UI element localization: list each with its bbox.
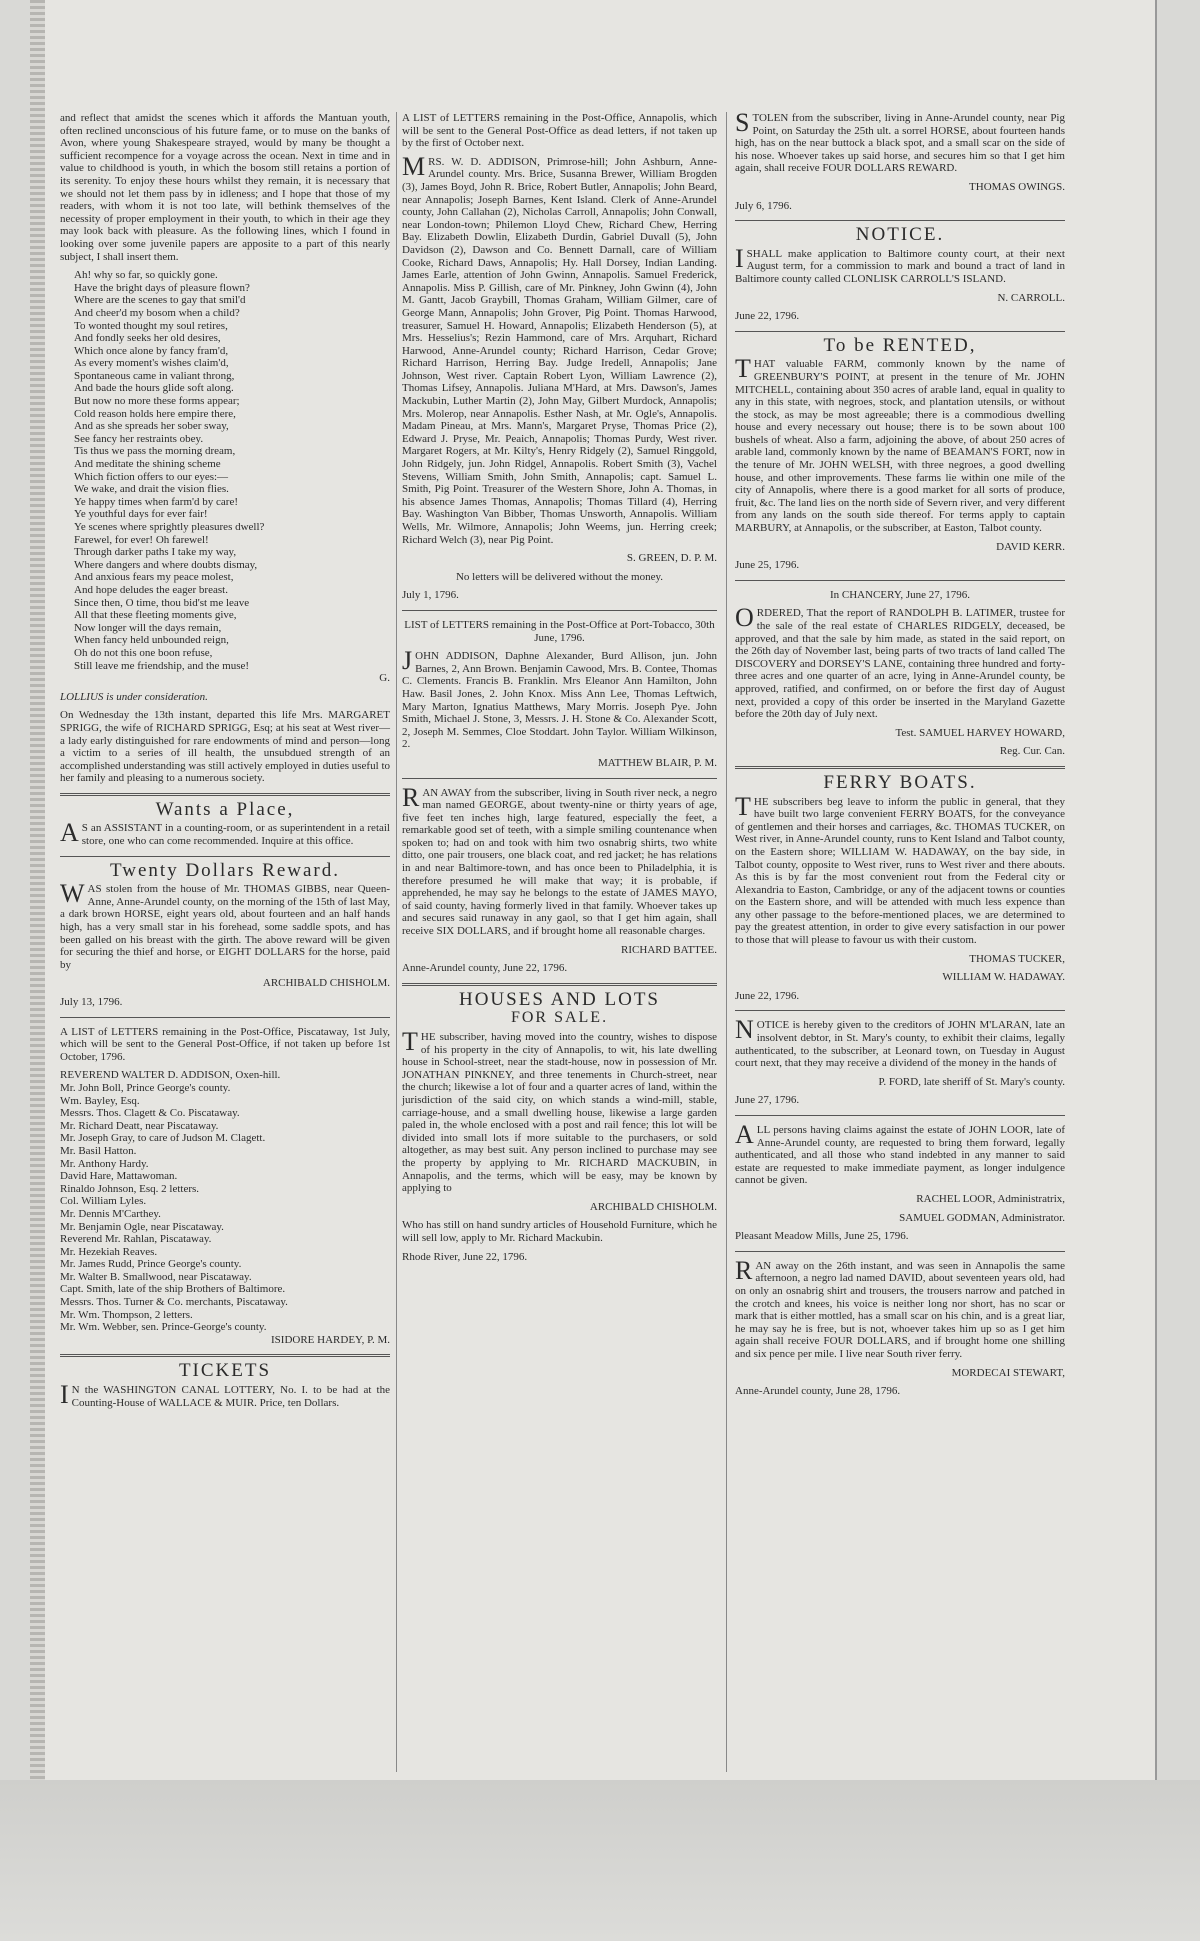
poem-line: We wake, and drait the vision flies. <box>74 483 229 496</box>
list-item: Mr. John Boll, Prince George's county. <box>60 1081 231 1094</box>
runaway2-signature: MORDECAI STEWART, <box>951 1366 1065 1379</box>
poem-line: Which once alone by fancy fram'd, <box>74 344 229 357</box>
reward-signature: ARCHIBALD CHISHOLM. <box>262 977 390 990</box>
list-item: Mr. Walter B. Smallwood, near Piscataway. <box>60 1270 252 1283</box>
wants-body: AS an ASSISTANT in a counting-room, or as superintendent in a retail store, one who can come recommended. Inquire at this office. <box>60 818 390 848</box>
list-item: Reverend Mr. Rahlan, Piscataway. <box>60 1233 212 1246</box>
annapolis-list-signature: S. GREEN, D. P. M. <box>626 552 717 565</box>
poem-line: Where dangers and where doubts dismay, <box>74 558 258 571</box>
annapolis-list-heading: A LIST of LETTERS remaining in the Post-Office, Annapolis, which will be sent to the General Post-Office as dead letters, if not taken up by the first of October next. <box>402 112 717 150</box>
chancery-test: Test. <box>895 726 917 739</box>
houses-signature: ARCHIBALD CHISHOLM. <box>589 1200 717 1213</box>
poem-line: To wonted thought my soul retires, <box>74 319 228 332</box>
notice-heading: NOTICE. <box>855 224 945 246</box>
poem <box>60 269 390 672</box>
reward-body: WAS stolen from the house of Mr. THOMAS GIBBS, near Queen-Anne, Anne-Arundel county, on the morning of the 15th of last May, a dark brown HORSE, eight years old, about fourteen and an half hands high, has a very small star in his forehead, some saddle spots, and has been galled on his breast with the girth. The above reward will be given for securing the thief and horse, or EIGHT DOLLARS for the horse, paid by <box>60 879 390 971</box>
runaway-ad-body: RAN AWAY from the subscriber, living in South river neck, a negro man named GEORGE, about twenty-nine or thirty years of age, five feet ten inches high, large featured, especially the feet, a remarkable good set of teeth, with a simple smiling countenance when spoken to; had on and took with him two osnabrig shirts, two white ditto, one pair trousers, one black coat, and red jacket; he has relations in and near Baltimore-town, and has once been to Philadelphia, it is therefore presumed he will make that way; it is probable, if apprehended, he may say he belongs to the estate of JAMES MAYO, of said county, having formerly lived in that family. Whoever takes up and secures said runaway in any gaol, so that I get him again, shall receive SIX DOLLARS, and if brought home all reasonable charges. <box>402 782 717 938</box>
obituary: On Wednesday the 13th instant, departed this life Mrs. MARGARET SPRIGG, the wife of RICHARD SPRIGG, Esq; at his seat at West river—a lady early distinguished for rare endowments of mind and person—long a victim to a series of ill health, the unsubdued strength of an accomplished understanding was still actively employed in duties useful to her family and pleasing to a numerous society. <box>60 709 390 785</box>
port-tobacco-heading: LIST of LETTERS remaining in the Post-Office at Port-Tobacco, 30th June, 1796. <box>404 618 715 644</box>
poem-line: Now longer will the days remain, <box>74 621 222 634</box>
loor-notice-body: ALL persons having claims against the estate of JOHN LOOR, late of Anne-Arundel county, are requested to bring them forward, legally authenticated, and all those who stand indebted in any manner to said estate are requested to make immediate payment, as longer indulgence cannot be given. <box>735 1120 1065 1187</box>
poem-line: Still leave me friendship, and the muse! <box>74 659 250 672</box>
ferry-body: THE subscribers beg leave to inform the public in general, that they have built two large convenient FERRY BOATS, for the conveyance of gentlemen and their horses and carriages, &c. THOMAS TUCKER, on West river, in Anne-Arundel county, runs to Kent Island and Talbot county, on the Eastern shore; WILLIAM W. HADAWAY, on the bay side, in Talbot county, opposite to West river, runs to West river and there abouts. As this is by far the most convenient rout from the Federal city or Alexandria to Easton, Cambridge, or any of the adjacent towns or counties on the Eastern shore, and will be attended with much less expence than any other passage to the before-mentioned places, we are determined to pay the greatest attention, in order to give every satisfaction in our power to those that will please to favour us with their custom. <box>735 791 1065 947</box>
chancery-signature-title: Reg. Cur. Can. <box>999 745 1065 758</box>
chancery-heading: In CHANCERY, June 27, 1796. <box>829 588 971 601</box>
column-rule <box>726 112 727 1772</box>
column-rule <box>396 112 397 1772</box>
list-item: David Hare, Mattawoman. <box>60 1170 178 1183</box>
ferry-signature: THOMAS TUCKER, <box>969 952 1065 965</box>
mlaran-notice-body: NOTICE is hereby given to the creditors of JOHN M'LARAN, late an insolvent debtor, in St. Mary's county, to exhibit their claims, legally authenticated, to the subscriber, at Leonard town, on Tuesday in August court next, that they may receive a dividend of the money in the hands of <box>735 1015 1065 1070</box>
rent-date: June 25, 1796. <box>735 559 800 572</box>
divider <box>735 1115 1065 1116</box>
mlaran-signature: P. FORD, late sheriff of St. Mary's county. <box>878 1075 1065 1088</box>
divider <box>60 793 390 796</box>
piscataway-list-heading: A LIST of LETTERS remaining in the Post-Office, Piscataway, 1st July, which will be sent to the General Post-Office, if not taken up before 1st October, 1796. <box>60 1025 390 1063</box>
poem-line: All that these fleeting moments give, <box>74 609 237 622</box>
stolen-horse-body: STOLEN from the subscriber, living in Anne-Arundel county, near Pig Point, on Saturday the 25th ult. a sorrel HORSE, about fourteen hands high, has on the near buttock a black spot, and a small scar on the side of his nose. Whoever takes up said horse, and secures him so that I get him again, shall receive FOUR DOLLARS REWARD. <box>735 108 1065 175</box>
column-1 <box>60 112 390 1415</box>
port-tobacco-signature: MATTHEW BLAIR, P. M. <box>598 756 717 769</box>
column-3 <box>735 108 1065 1404</box>
divider <box>735 580 1065 581</box>
loor-signature: RACHEL LOOR, Administratrix, <box>916 1192 1065 1205</box>
list-item: Messrs. Thos. Turner & Co. merchants, Piscataway. <box>60 1296 288 1309</box>
poem-line: Ye youthful days for ever fair! <box>74 508 208 521</box>
divider <box>60 1017 390 1018</box>
loor-signature-2: SAMUEL GODMAN, Administrator. <box>899 1211 1065 1224</box>
houses-body: THE subscriber, having moved into the country, wishes to dispose of his property in the city of Annapolis, to wit, his late dwelling house in School-street, near the stadt-house, now in possession of Mr. JONATHAN PINKNEY, and three tenements in Church-street, near the church; likewise a lot of four and a quarter acres of land, within the jurisdiction of the said city, on which stands a wind-mill, stable, carriage-house, and a small dwelling house, likewise a large garden paled in, the whole enclosed with a post and rail fence; this lot will be divided into small lots if more suitable to the purchasers, or sold altogether, as may best suit. Any person inclined to purchase may see the property by applying to Mr. RICHARD MACKUBIN, in Annapolis, and the terms, which will be easy, may be known by applying to <box>402 1027 717 1195</box>
divider <box>735 1251 1065 1252</box>
piscataway-signature: ISIDORE HARDEY, P. M. <box>271 1333 390 1346</box>
poem-line: Ah! why so far, so quickly gone. <box>74 269 218 282</box>
reward-heading: Twenty Dollars Reward. <box>110 859 340 881</box>
houses-heading: HOUSES AND LOTS <box>458 988 661 1010</box>
reward-date: July 13, 1796. <box>60 996 123 1008</box>
stolen-horse-date: July 6, 1796. <box>735 199 792 212</box>
list-item: Mr. Anthony Hardy. <box>60 1157 149 1170</box>
stolen-horse-signature: THOMAS OWINGS. <box>969 180 1065 193</box>
poem-line: Ye happy times when farm'd by care! <box>74 495 238 508</box>
wants-heading: Wants a Place, <box>155 798 295 820</box>
runaway-ad-signature: RICHARD BATTEE. <box>621 943 717 956</box>
poem-line: As every moment's wishes claim'd, <box>74 357 229 370</box>
list-item: Rinaldo Johnson, Esq. 2 letters. <box>60 1182 200 1195</box>
poem-line: Ye scenes where sprightly pleasures dwell? <box>74 521 265 533</box>
poem-line: Which fiction offers to our eyes:— <box>74 470 229 483</box>
poem-signature: G. <box>379 672 390 685</box>
tickets-body: IN the WASHINGTON CANAL LOTTERY, No. I. to be had at the Counting-House of WALLACE & MUIR. Price, ten Dollars. <box>60 1380 390 1410</box>
chancery-signer: SAMUEL HARVEY HOWARD, <box>919 726 1065 739</box>
list-item: Mr. James Rudd, Prince George's county. <box>60 1258 242 1271</box>
scan-margin <box>0 1780 1200 1941</box>
list-item: Mr. Richard Deatt, near Piscataway. <box>60 1119 219 1132</box>
chancery-signature <box>735 727 1065 740</box>
rent-signature: DAVID KERR. <box>996 540 1065 553</box>
list-item: Mr. Joseph Gray, to care of Judson M. Clagett. <box>60 1132 266 1145</box>
divider <box>402 778 717 779</box>
notice-date: June 22, 1796. <box>735 310 800 323</box>
list-item: Messrs. Thos. Clagett & Co. Piscataway. <box>60 1107 240 1120</box>
page-gutter <box>30 0 45 1780</box>
divider <box>735 220 1065 221</box>
poem-line: And meditate the shining scheme <box>74 458 221 471</box>
poem-line: Oh do not this one boon refuse, <box>74 646 213 659</box>
poem-line: Cold reason holds here empire there, <box>74 407 236 420</box>
list-item: Mr. Wm. Thompson, 2 letters. <box>60 1308 193 1321</box>
list-item: Mr. Benjamin Ogle, near Piscataway. <box>60 1220 224 1233</box>
ferry-signature-2: WILLIAM W. HADAWAY. <box>942 971 1065 984</box>
rent-heading: To be RENTED, <box>823 334 977 356</box>
list-item: Col. William Lyles. <box>60 1195 147 1208</box>
list-item: Mr. Basil Hatton. <box>60 1144 137 1157</box>
poem-line: When fancy held unbounded reign, <box>74 634 229 647</box>
divider <box>735 1010 1065 1011</box>
poem-line: Where are the scenes to gay that smil'd <box>74 294 246 307</box>
divider <box>735 766 1065 769</box>
houses-extra: Who has still on hand sundry articles of Household Furniture, which he will sell low, apply to Mr. Richard Mackubin. <box>402 1219 717 1244</box>
poem-line: See fancy her restraints obey. <box>74 432 204 445</box>
column-2 <box>402 112 717 1269</box>
divider <box>60 856 390 857</box>
piscataway-letter-list <box>60 1069 390 1333</box>
port-tobacco-body: JOHN ADDISON, Daphne Alexander, Burd Allison, jun. John Barnes, 2, Ann Brown. Benjamin Cawood, Mrs. B. Contee, Thomas C. Clements. Francis B. Franklin. Mrs Eleanor Ann Hamilton, John Haw. Basil Jones, 2. John Knox. Miss Ann Lee, Thomas Leftwich, Mary Marton, Ignatius Matthews, Mary Morris. Joseph Pye. John Smith, Michael J. Stone, 3, Messrs. J. H. Stone & Co. Alexander Scott, 2, Joseph M. Semmes, Cloe Stoddart. John Taylor. William Wilkinson, 2. <box>402 646 717 751</box>
list-item: Wm. Bayley, Esq. <box>60 1094 140 1107</box>
annapolis-list-date: July 1, 1796. <box>402 589 459 602</box>
poem-line: And as she spreads her sober sway, <box>74 420 229 433</box>
runaway-ad-date: Anne-Arundel county, June 22, 1796. <box>402 962 568 975</box>
ferry-heading: FERRY BOATS. <box>823 771 977 793</box>
list-item: Mr. Hezekiah Reaves. <box>60 1245 158 1258</box>
poem-line: Tis thus we pass the morning dream, <box>74 445 236 458</box>
poem-line: And cheer'd my bosom when a child? <box>74 306 240 319</box>
rent-body: THAT valuable FARM, commonly known by the name of GREENBURY'S POINT, at present in the tenure of Mr. JOHN MITCHELL, containing about 350 acres of arable land, equal in quality to any in this state, with negroes, stock, and plantation utensils, or without the stock, as may be most agreeable; there is a commodious dwelling house and every necessary out house; there is to be sown about 100 bushels of wheat. Also a farm, adjoining the above, of about 250 acres of arable land, commonly known by the name of BEAMAN'S FORT, now in the tenure of Mr. JOHN WELSH, with three negroes, a good dwelling house, and other improvements. These farms lie within one mile of the city of Annapolis, where there is a good market for all sorts of produce, fruit, &c. The land lies on the north side of Severn river, and very different from any lands on the south side thereof. For terms apply to captain MARBURY, at Annapolis, or the subscriber, at Easton, Talbot county. <box>735 354 1065 535</box>
list-item: Mr. Dennis M'Carthey. <box>60 1207 161 1220</box>
ferry-date: June 22, 1796. <box>735 989 800 1002</box>
poem-line: And hope deludes the eager breast. <box>74 583 228 596</box>
divider <box>402 983 717 986</box>
tickets-heading: TICKETS <box>178 1360 272 1382</box>
mlaran-date: June 27, 1796. <box>735 1094 800 1107</box>
poem-line: And bade the hours glide soft along. <box>74 382 234 395</box>
runaway2-date: Anne-Arundel county, June 28, 1796. <box>735 1385 901 1398</box>
runaway2-body: RAN away on the 26th instant, and was seen in Annapolis the same afternoon, a negro lad named DAVID, about seventeen years old, had on only an osnabrig shirt and trousers, the trousers narrow and patched in the crotch and knees, his voice is neither long nor short, has no scar or mark that is either mottled, has a small scar on his chin, and is a great liar, he may say he is free, but is not, whoever takes him up so as I get him again shall receive FOUR DOLLARS, and if brought home one shilling and six pence per mile. I live near South river ferry. <box>735 1255 1065 1360</box>
notice-signature: N. CARROLL. <box>997 291 1065 304</box>
list-item: Capt. Smith, late of the ship Brothers of Baltimore. <box>60 1283 286 1296</box>
list-item: REVEREND WALTER D. ADDISON, Oxen-hill. <box>60 1069 281 1082</box>
houses-date: Rhode River, June 22, 1796. <box>402 1250 528 1263</box>
lollius-note: LOLLIUS is under consideration. <box>60 690 208 703</box>
poem-line: Since then, O time, thou bid'st me leave <box>74 596 250 609</box>
notice-body: ISHALL make application to Baltimore county court, at their next August term, for a commission to mark and bound a tract of land in Baltimore county called CLONLISK CARROLL'S ISLAND. <box>735 243 1065 285</box>
poem-line: And anxious fears my peace molest, <box>74 571 234 584</box>
loor-date: Pleasant Meadow Mills, June 25, 1796. <box>735 1230 909 1243</box>
chancery-body: ORDERED, That the report of RANDOLPH B. LATIMER, trustee for the sale of the real estate of CHARLES RIDGELY, deceased, be approved, and that the sale by him made, as stated in the said report, on the 26th day of November last, being parts of two tracts of land called The DISCOVERY and DORSEY'S LANE, containing three hundred and forty-three acres and one quarter of an acre, lying in Anne-Arundel county, be approved, ratified, and confirmed, on or before the first day of August next, provided a copy of this order be inserted in the Maryland Gazette before the 20th day of July next. <box>735 603 1065 721</box>
poem-line: Spontaneous came in valiant throng, <box>74 369 235 382</box>
annapolis-list-note: No letters will be delivered without the money. <box>455 570 663 583</box>
poem-line: Have the bright days of pleasure flown? <box>74 281 250 294</box>
annapolis-list-body: MRS. W. D. ADDISON, Primrose-hill; John Ashburn, Anne-Arundel county. Mrs. Brice, Susanna Brewer, William Brogden (3), James Boyd, John R. Brice, Robert Butler, Annapolis; John Beard, near Annapolis; Joseph Barnes, Kent Island. Clerk of Anne-Arundel county, John Callahan (2), Nicholas Carroll, Annapolis; John Conwall, near London-town; Philemon Lloyd Chew, Richard Chew, Herring Bay. Elizabeth Dowlin, Elizabeth Durdin, Gabriel Duvall (5), John Davidson (2), Dawson and Co. Bennett Darnall, care of William Cooke, Richard Daws, Annapolis; Hy. Hall Dorsey, Indian Landing. James Earle, attention of John Gwinn, Annapolis. Samuel Frederick, Annapolis. Miss P. Gillish, care of Mr. Pinkney, John Gwinn (4), John M. Gantt, Jacob Graybill, Thomas Graham, William Gilmer, care of George Mann, Annapolis; John Grover, Pig Point. Thomas Harwood, treasurer, Samuel H. Howard, Annapolis; Elizabeth Henderson (5), at Mrs. Hesselius's; Rezin Hammond, care of Mrs. Arquhart, Richard Harwood, Anne-Arundel county; Richard Harrison, Cedar Grove; Richard Harrison, Herring Bay. Judge Iredell, Annapolis; Jane Johnson, West river. Captain Robert Lyon, William Lawrence (2), Thomas Lifsey, Annapolis. Juliana M'Hard, at Mrs. Dawson's, James Mackubin, Luther Martin (2), John May, Gilbert Murdock, Annapolis; Mrs. Molerop, near Annapolis. Esther Nash, at Mr. Ogle's, Annapolis. Madam Pineau, at Mrs. Mann's, Margaret Pryse, Thomas Price (2), Edward J. Pryse, Mr. Peaich, Annapolis; Thomas Purdy, West river. Margaret Rogers, at Mr. Kilty's, Henry Ridgely (2), Samuel Ringgold, John Ridgely, jun. John Ridgel, Annapolis. Robert Smith (3), Vachel Stevens, William Smith, John Smith, Annapolis; capt. Samuel L. Smith, Pig Point. Treasurer of the Western Shore, John A. Thomas, in his absence James Thomas, Annapolis; Thomas Tillard (4), Herring Bay. Washington Van Bibber, Thomas Unsworth, Annapolis. William Wells, Mr. Wilmore, Annapolis; John Weems, jun. Herring creek; Richard Welch (3), near Pig Point. <box>402 151 717 546</box>
divider <box>402 610 717 611</box>
poem-line: Through darker paths I take my way, <box>74 546 237 559</box>
list-item: Mr. Wm. Webber, sen. Prince-George's county. <box>60 1321 267 1334</box>
divider <box>735 331 1065 332</box>
houses-subheading: FOR SALE. <box>510 1009 609 1027</box>
poem-line: But now no more these forms appear; <box>74 395 240 408</box>
poem-line: Farewel, for ever! Oh farewel! <box>74 533 209 546</box>
poem-line: And fondly seeks her old desires, <box>74 332 221 345</box>
divider <box>60 1354 390 1357</box>
essay-text: and reflect that amidst the scenes which it affords the Mantuan youth, often reclined unconscious of his future fame, or to muse on the banks of Avon, where young Shakespeare strayed, would by many be thought a sufficient recompence for a voyage across the ocean. Next in time and in value to childhood is youth, in which the bosom still retains a portion of its serenity. To enjoy these hours whilst they remain, it is necessary that we should not let them pass by in idleness; and I hope that those of my readers, with whom it is not too late, will bethink themselves of the necessity of proper employment in their youth, to which in their age they may look back with pleasure. As the following lines, which I found in looking over some juvenile papers are apposite to a part of this nearly subject, I shall insert them. <box>60 112 390 263</box>
